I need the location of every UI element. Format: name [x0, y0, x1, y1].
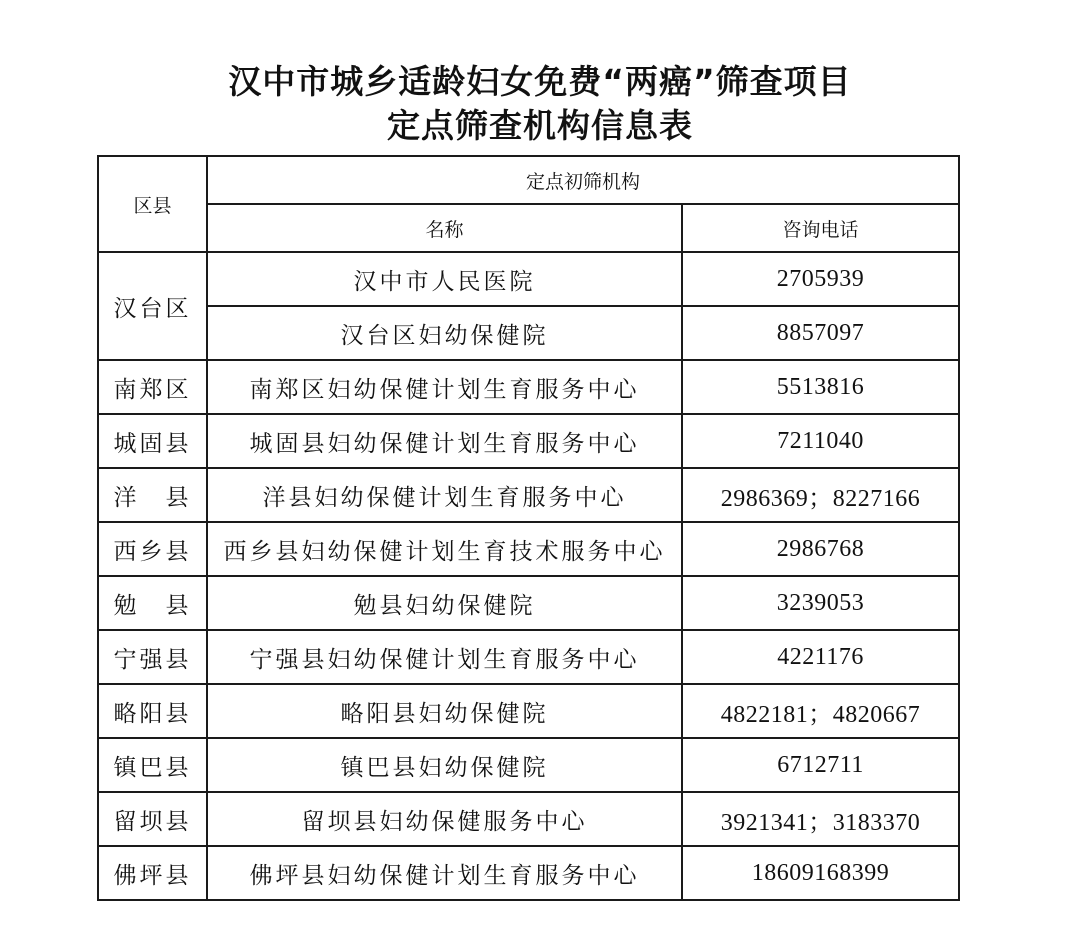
phone-cell: 4822181；4820667	[682, 684, 959, 738]
institution-name-cell: 洋县妇幼保健计划生育服务中心	[207, 468, 682, 522]
phone-cell: 18609168399	[682, 846, 959, 900]
district-cell: 略阳县	[98, 684, 207, 738]
institution-name-cell: 宁强县妇幼保健计划生育服务中心	[207, 630, 682, 684]
phone-cell: 4221176	[682, 630, 959, 684]
phone-cell: 2986768	[682, 522, 959, 576]
district-cell: 勉 县	[98, 576, 207, 630]
table-row	[98, 684, 959, 738]
table-row	[98, 738, 959, 792]
district-cell: 镇巴县	[98, 738, 207, 792]
institution-name-cell: 留坝县妇幼保健服务中心	[207, 792, 682, 846]
document-title-line-1: 汉中市城乡适龄妇女免费“两癌”筛查项目	[228, 62, 852, 101]
district-cell: 洋 县	[98, 468, 207, 522]
header-phone: 咨询电话	[682, 204, 959, 252]
institution-name-cell: 略阳县妇幼保健院	[207, 684, 682, 738]
table-row	[98, 360, 959, 414]
phone-cell: 5513816	[682, 360, 959, 414]
institution-name-cell: 镇巴县妇幼保健院	[207, 738, 682, 792]
district-cell: 汉台区	[98, 252, 207, 360]
district-cell: 城固县	[98, 414, 207, 468]
table-row	[98, 414, 959, 468]
header-institution-group: 定点初筛机构	[207, 156, 959, 204]
phone-cell: 3921341；3183370	[682, 792, 959, 846]
district-cell: 宁强县	[98, 630, 207, 684]
table-row	[98, 252, 959, 306]
institution-name-cell: 佛坪县妇幼保健计划生育服务中心	[207, 846, 682, 900]
table-row	[98, 846, 959, 900]
table-row	[98, 468, 959, 522]
table-row	[98, 792, 959, 846]
institution-name-cell: 汉中市人民医院	[207, 252, 682, 306]
header-district: 区县	[98, 156, 207, 252]
table-header	[98, 156, 959, 252]
phone-cell: 7211040	[682, 414, 959, 468]
district-cell: 佛坪县	[98, 846, 207, 900]
phone-cell: 3239053	[682, 576, 959, 630]
phone-cell: 8857097	[682, 306, 959, 360]
table-row	[98, 576, 959, 630]
institution-name-cell: 汉台区妇幼保健院	[207, 306, 682, 360]
institution-name-cell: 城固县妇幼保健计划生育服务中心	[207, 414, 682, 468]
header-name: 名称	[207, 204, 682, 252]
phone-cell: 6712711	[682, 738, 959, 792]
table-row	[98, 630, 959, 684]
district-cell: 西乡县	[98, 522, 207, 576]
institution-name-cell: 西乡县妇幼保健计划生育技术服务中心	[207, 522, 682, 576]
institution-name-cell: 勉县妇幼保健院	[207, 576, 682, 630]
phone-cell: 2986369；8227166	[682, 468, 959, 522]
table-row	[98, 306, 959, 360]
table-body	[98, 252, 959, 900]
phone-cell: 2705939	[682, 252, 959, 306]
district-cell: 南郑区	[98, 360, 207, 414]
institution-name-cell: 南郑区妇幼保健计划生育服务中心	[207, 360, 682, 414]
screening-institutions-table	[97, 155, 960, 901]
document-title-line-2: 定点筛查机构信息表	[387, 106, 693, 145]
district-cell: 留坝县	[98, 792, 207, 846]
table-row	[98, 522, 959, 576]
